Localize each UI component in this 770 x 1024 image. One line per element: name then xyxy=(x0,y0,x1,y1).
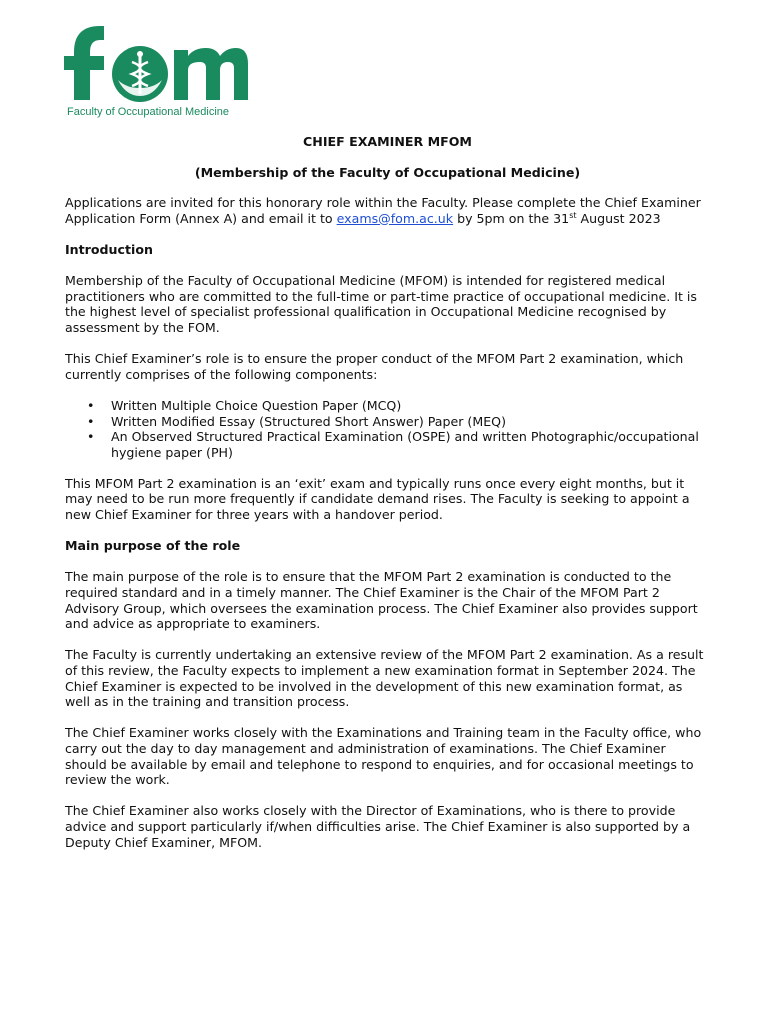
fom-logo-caption: Faculty of Occupational Medicine xyxy=(67,106,230,118)
intro-text: Applications are invited for this honorary role within the Faculty. Please complete the Chief Examiner Application Form (Annex A) and email it to xyxy=(65,195,701,226)
bullet-icon: • xyxy=(87,429,95,445)
document-subtitle: (Membership of the Faculty of Occupational Medicine) xyxy=(194,164,581,180)
purpose-paragraph-4: The Chief Examiner also works closely with the Director of Examinations, who is there to provide advice and support particularly if/when difficulties arise. The Chief Examiner is also supported by a Deputy Chief Examiner, MFOM. xyxy=(65,803,691,850)
purpose-paragraph-1: The main purpose of the role is to ensure that the MFOM Part 2 examination is conducted to the required standard and in a timely manner. The Chief Examiner is the Chair of the MFOM Part 2 Advisory Group, which oversees the examination process. The Chief Examiner also provides support and advice as appropriate to examiners. xyxy=(65,569,698,632)
purpose-paragraph-2: The Faculty is currently undertaking an extensive review of the MFOM Part 2 examination. As a result of this review, the Faculty expects to implement a new examination format in September 2024. The Chief Examiner is expected to be involved in the development of this new examination format, as well as in the training and transition process. xyxy=(65,647,704,710)
purpose-paragraph-3: The Chief Examiner works closely with the Examinations and Training team in the Faculty office, who carry out the day to day management and administration of examinations. The Chief Examiner should be available by email and telephone to respond to enquiries, and for occasional meetings to review the work. xyxy=(65,725,702,788)
list-item xyxy=(65,429,710,460)
intro-date: August 2023 xyxy=(576,210,661,226)
list-item-text: Written Modified Essay (Structured Short Answer) Paper (MEQ) xyxy=(111,413,506,429)
list-item xyxy=(65,398,710,414)
list-item xyxy=(65,414,710,430)
purpose-heading: Main purpose of the role xyxy=(65,538,241,554)
list-item-text: An Observed Structured Practical Examination (OSPE) and written Photographic/occupational hygiene paper (PH) xyxy=(111,429,699,460)
introduction-heading: Introduction xyxy=(65,241,153,257)
document-title: CHIEF EXAMINER MFOM xyxy=(303,134,472,149)
email-link[interactable]: exams@fom.ac.uk xyxy=(336,210,454,226)
intro-deadline: by 5pm on the 31 xyxy=(453,210,570,226)
introduction-paragraph-1: Membership of the Faculty of Occupational Medicine (MFOM) is intended for registered medical practitioners who are committed to the full-time or part-time practice of occupational medicine. It is the highest level of specialist professional qualification in Occupational Medicine recognised by assessment by the FOM. xyxy=(65,273,697,335)
introduction-paragraph-3: This MFOM Part 2 examination is an ‘exit’ exam and typically runs once every eight months, but it may need to be run more frequently if candidate demand rises. The Faculty is seeking to appoint a new Chief Examiner for three years with a handover period. xyxy=(65,475,690,523)
components-list xyxy=(65,398,710,460)
list-item-text: Written Multiple Choice Question Paper (MCQ) xyxy=(111,397,402,413)
date-ordinal: st xyxy=(569,210,577,220)
document-body xyxy=(65,134,710,866)
intro-paragraph xyxy=(65,195,710,226)
bullet-icon: • xyxy=(87,397,95,413)
introduction-paragraph-2: This Chief Examiner’s role is to ensure the proper conduct of the MFOM Part 2 examination, which currently comprises of the following components: xyxy=(65,351,684,382)
bullet-icon: • xyxy=(87,413,95,429)
